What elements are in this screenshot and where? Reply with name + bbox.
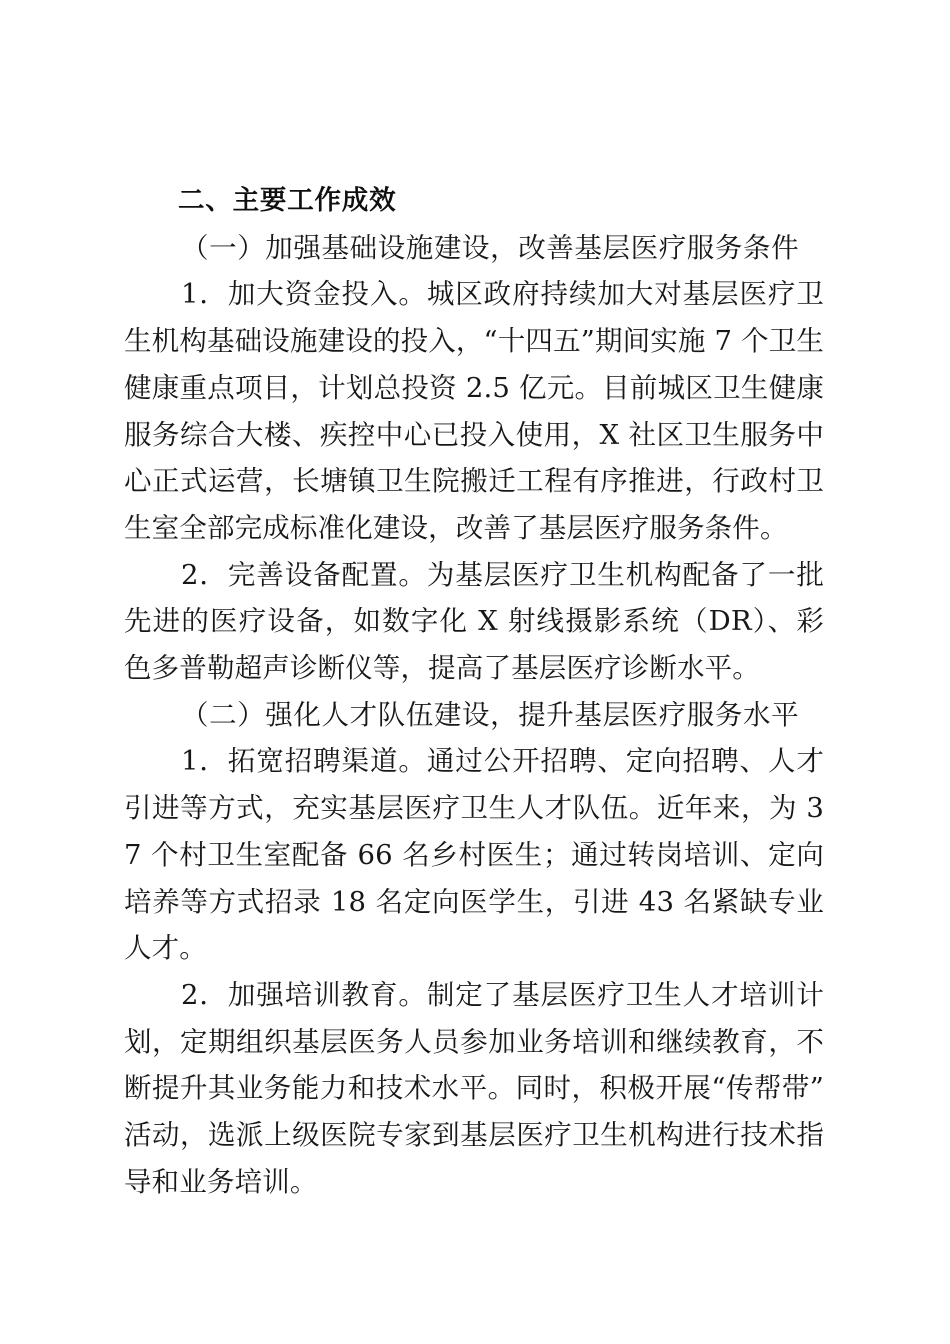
subsection-heading-one: （一）加强基础设施建设，改善基层医疗服务条件 bbox=[181, 231, 800, 264]
section-heading: 二、主要工作成效 bbox=[178, 185, 397, 216]
document-body bbox=[124, 178, 824, 1205]
subsection-heading-two: （二）强化人才队伍建设，提升基层医疗服务水平 bbox=[181, 698, 800, 731]
paragraph-training-education: 2．加强培训教育。制定了基层医疗卫生人才培训计划，定期组织基层医务人员参加业务培训和继续教育，不断提升其业务能力和技术水平。同时，积极开展“传帮带”活动，选派上级医院专家到基层医疗卫生机构进行技术指导和业务培训。 bbox=[124, 978, 824, 1198]
paragraph-equipment-allocation: 2．完善设备配置。为基层医疗卫生机构配备了一批先进的医疗设备，如数字化 X 射线摄影系统（DR）、彩色多普勒超声诊断仪等，提高了基层医疗诊断水平。 bbox=[124, 558, 824, 685]
paragraph-recruitment-channels: 1．拓宽招聘渠道。通过公开招聘、定向招聘、人才引进等方式，充实基层医疗卫生人才队伍。近年来，为 37 个村卫生室配备 66 名乡村医生；通过转岗培训、定向培养等方式招录 18 名定向医学生，引进 43 名紧缺专业人才。 bbox=[124, 745, 824, 965]
paragraph-funding-investment: 1．加大资金投入。城区政府持续加大对基层医疗卫生机构基础设施建设的投入，“十四五”期间实施 7 个卫生健康重点项目，计划总投资 2.5 亿元。目前城区卫生健康服务综合大楼、疾控中心已投入使用，X 社区卫生服务中心正式运营，长塘镇卫生院搬迁工程有序推进，行政村卫生室全部完成标准化建设，改善了基层医疗服务条件。 bbox=[124, 278, 824, 544]
